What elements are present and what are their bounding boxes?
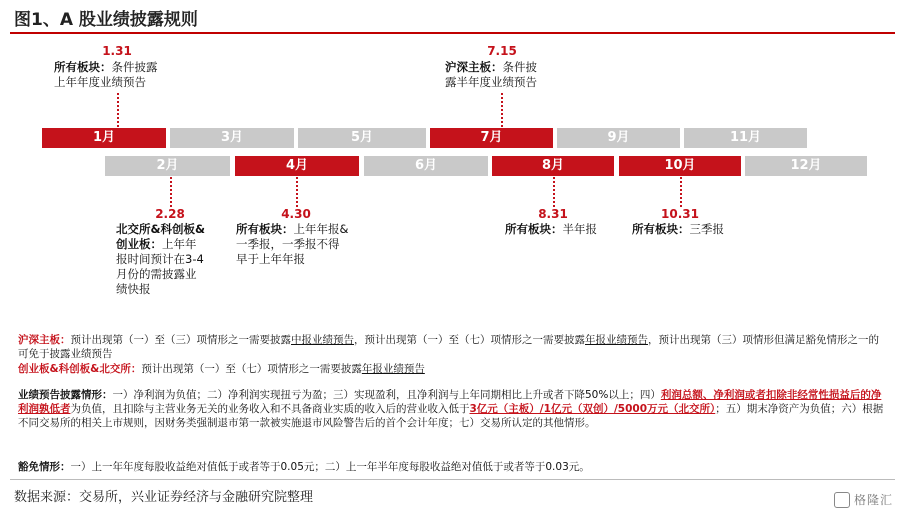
event-text: 半年报 xyxy=(562,222,597,236)
connector-feb28 xyxy=(170,177,172,207)
month-aug: 8月 xyxy=(492,156,614,176)
event-text: 三季报 xyxy=(689,222,724,236)
connector-jul15 xyxy=(501,93,503,127)
connector-jan31 xyxy=(117,93,119,127)
event-note-oct31 xyxy=(632,222,724,237)
month-sep: 9月 xyxy=(557,128,680,148)
event-label: 所有板块： xyxy=(54,60,112,74)
rule-label: 沪深主板： xyxy=(18,334,71,346)
figure-title: 图1、A 股业绩披露规则 xyxy=(14,10,198,30)
connector-apr30 xyxy=(296,177,298,207)
rule-label: 业绩预告披露情形： xyxy=(18,389,113,401)
event-date-oct31: 10.31 xyxy=(661,207,699,221)
rule-text: ；五）期末净资产为负值；六）根据不同交易所的相关上市规则，因财务类强制退市第一款被实施退市风险警告后的首个会计年度；七）交易所认定的其他情形。 xyxy=(18,403,884,429)
rule-label: 豁免情形： xyxy=(18,461,71,473)
rule-text: ，预计出现第（一）至（七）项情形之一需要披露 xyxy=(354,334,585,346)
event-note-jan31 xyxy=(54,60,158,90)
connector-oct31 xyxy=(680,177,682,207)
event-label: 北交所&科创板& xyxy=(116,222,206,236)
watermark-text: 格隆汇 xyxy=(853,493,893,507)
rule-text-highlight: 利润总额、净利润或者扣除非经常性损益后的净利润孰低者 xyxy=(18,389,882,415)
month-mar: 3月 xyxy=(170,128,294,148)
event-text: 条件披露 xyxy=(111,60,158,74)
rule-text: 预计出现第（一）至（七）项情形之一需要披露 xyxy=(141,363,362,375)
month-jun: 6月 xyxy=(364,156,488,176)
event-date-apr30: 4.30 xyxy=(281,207,311,221)
event-text: 上年年度业绩预告 xyxy=(54,75,146,89)
rule-main-board xyxy=(18,333,886,361)
rule-text-underlined: 年报业绩预告 xyxy=(361,363,425,375)
event-label: 所有板块： xyxy=(632,222,690,236)
event-date-feb28: 2.28 xyxy=(155,207,185,221)
event-date-jul15: 7.15 xyxy=(487,44,517,58)
event-note-aug31 xyxy=(505,222,597,237)
event-note-apr30 xyxy=(236,222,361,267)
rule-text-highlight: 3亿元（主板）/1亿元（双创）/5000万元（北交所） xyxy=(469,403,716,415)
month-dec: 12月 xyxy=(745,156,867,176)
event-note-jul15 xyxy=(445,60,537,90)
rule-text: 一）上一年年度每股收益绝对值低于或者等于0.05元；二）上一年半年度每股收益绝对值低于或者等于0.03元。 xyxy=(70,461,590,473)
event-text: 报时间预计在3-4 xyxy=(116,252,204,266)
event-text: 条件披 xyxy=(502,60,537,74)
rule-text: 一）净利润为负值；二）净利润实现扭亏为盈；三）实现盈利，且净利润与上年同期相比上升或者下降50%以上；四） xyxy=(112,389,661,401)
event-text: 露半年度业绩预告 xyxy=(445,75,537,89)
month-may: 5月 xyxy=(298,128,426,148)
rule-text: ，预计出现第（三）项情形但满足豁免情形之一的可免于披露业绩预告 xyxy=(18,334,879,360)
month-jan: 1月 xyxy=(42,128,166,148)
event-label: 沪深主板： xyxy=(445,60,503,74)
event-label: 创业板： xyxy=(116,237,162,251)
rule-disclosure-cases xyxy=(18,388,886,430)
rule-text-underlined: 中报业绩预告 xyxy=(291,334,354,346)
rule-label: 创业板&科创板&北交所： xyxy=(18,363,142,375)
month-apr: 4月 xyxy=(235,156,359,176)
footer-divider xyxy=(10,479,895,480)
event-text: 绩快报 xyxy=(116,282,151,296)
watermark-logo-icon xyxy=(834,492,850,508)
event-text: 月份的需披露业 xyxy=(116,267,197,281)
event-text: 一季报，一季报不得 xyxy=(236,237,340,251)
event-text: 上年年报& xyxy=(293,222,349,236)
event-date-aug31: 8.31 xyxy=(538,207,568,221)
event-label: 所有板块： xyxy=(236,222,294,236)
watermark xyxy=(834,491,893,508)
rule-growth-boards xyxy=(18,362,886,376)
month-oct: 10月 xyxy=(619,156,741,176)
month-jul: 7月 xyxy=(430,128,553,148)
event-note-feb28 xyxy=(116,222,226,297)
connector-aug31 xyxy=(553,177,555,207)
event-text: 上年年 xyxy=(162,237,197,251)
rule-text: 预计出现第（一）至（三）项情形之一需要披露 xyxy=(70,334,291,346)
source-note: 数据来源：交易所，兴业证券经济与金融研究院整理 xyxy=(14,490,314,505)
event-date-jan31: 1.31 xyxy=(102,44,132,58)
month-feb: 2月 xyxy=(105,156,230,176)
title-divider xyxy=(10,32,895,34)
rule-exemptions xyxy=(18,460,886,474)
rule-text-underlined: 年报业绩预告 xyxy=(585,334,648,346)
event-label: 所有板块： xyxy=(505,222,563,236)
event-text: 早于上年年报 xyxy=(236,252,305,266)
month-nov: 11月 xyxy=(684,128,807,148)
rule-text: 为负值，且扣除与主营业务无关的业务收入和不具备商业实质的收入后的营业收入低于 xyxy=(70,403,470,415)
